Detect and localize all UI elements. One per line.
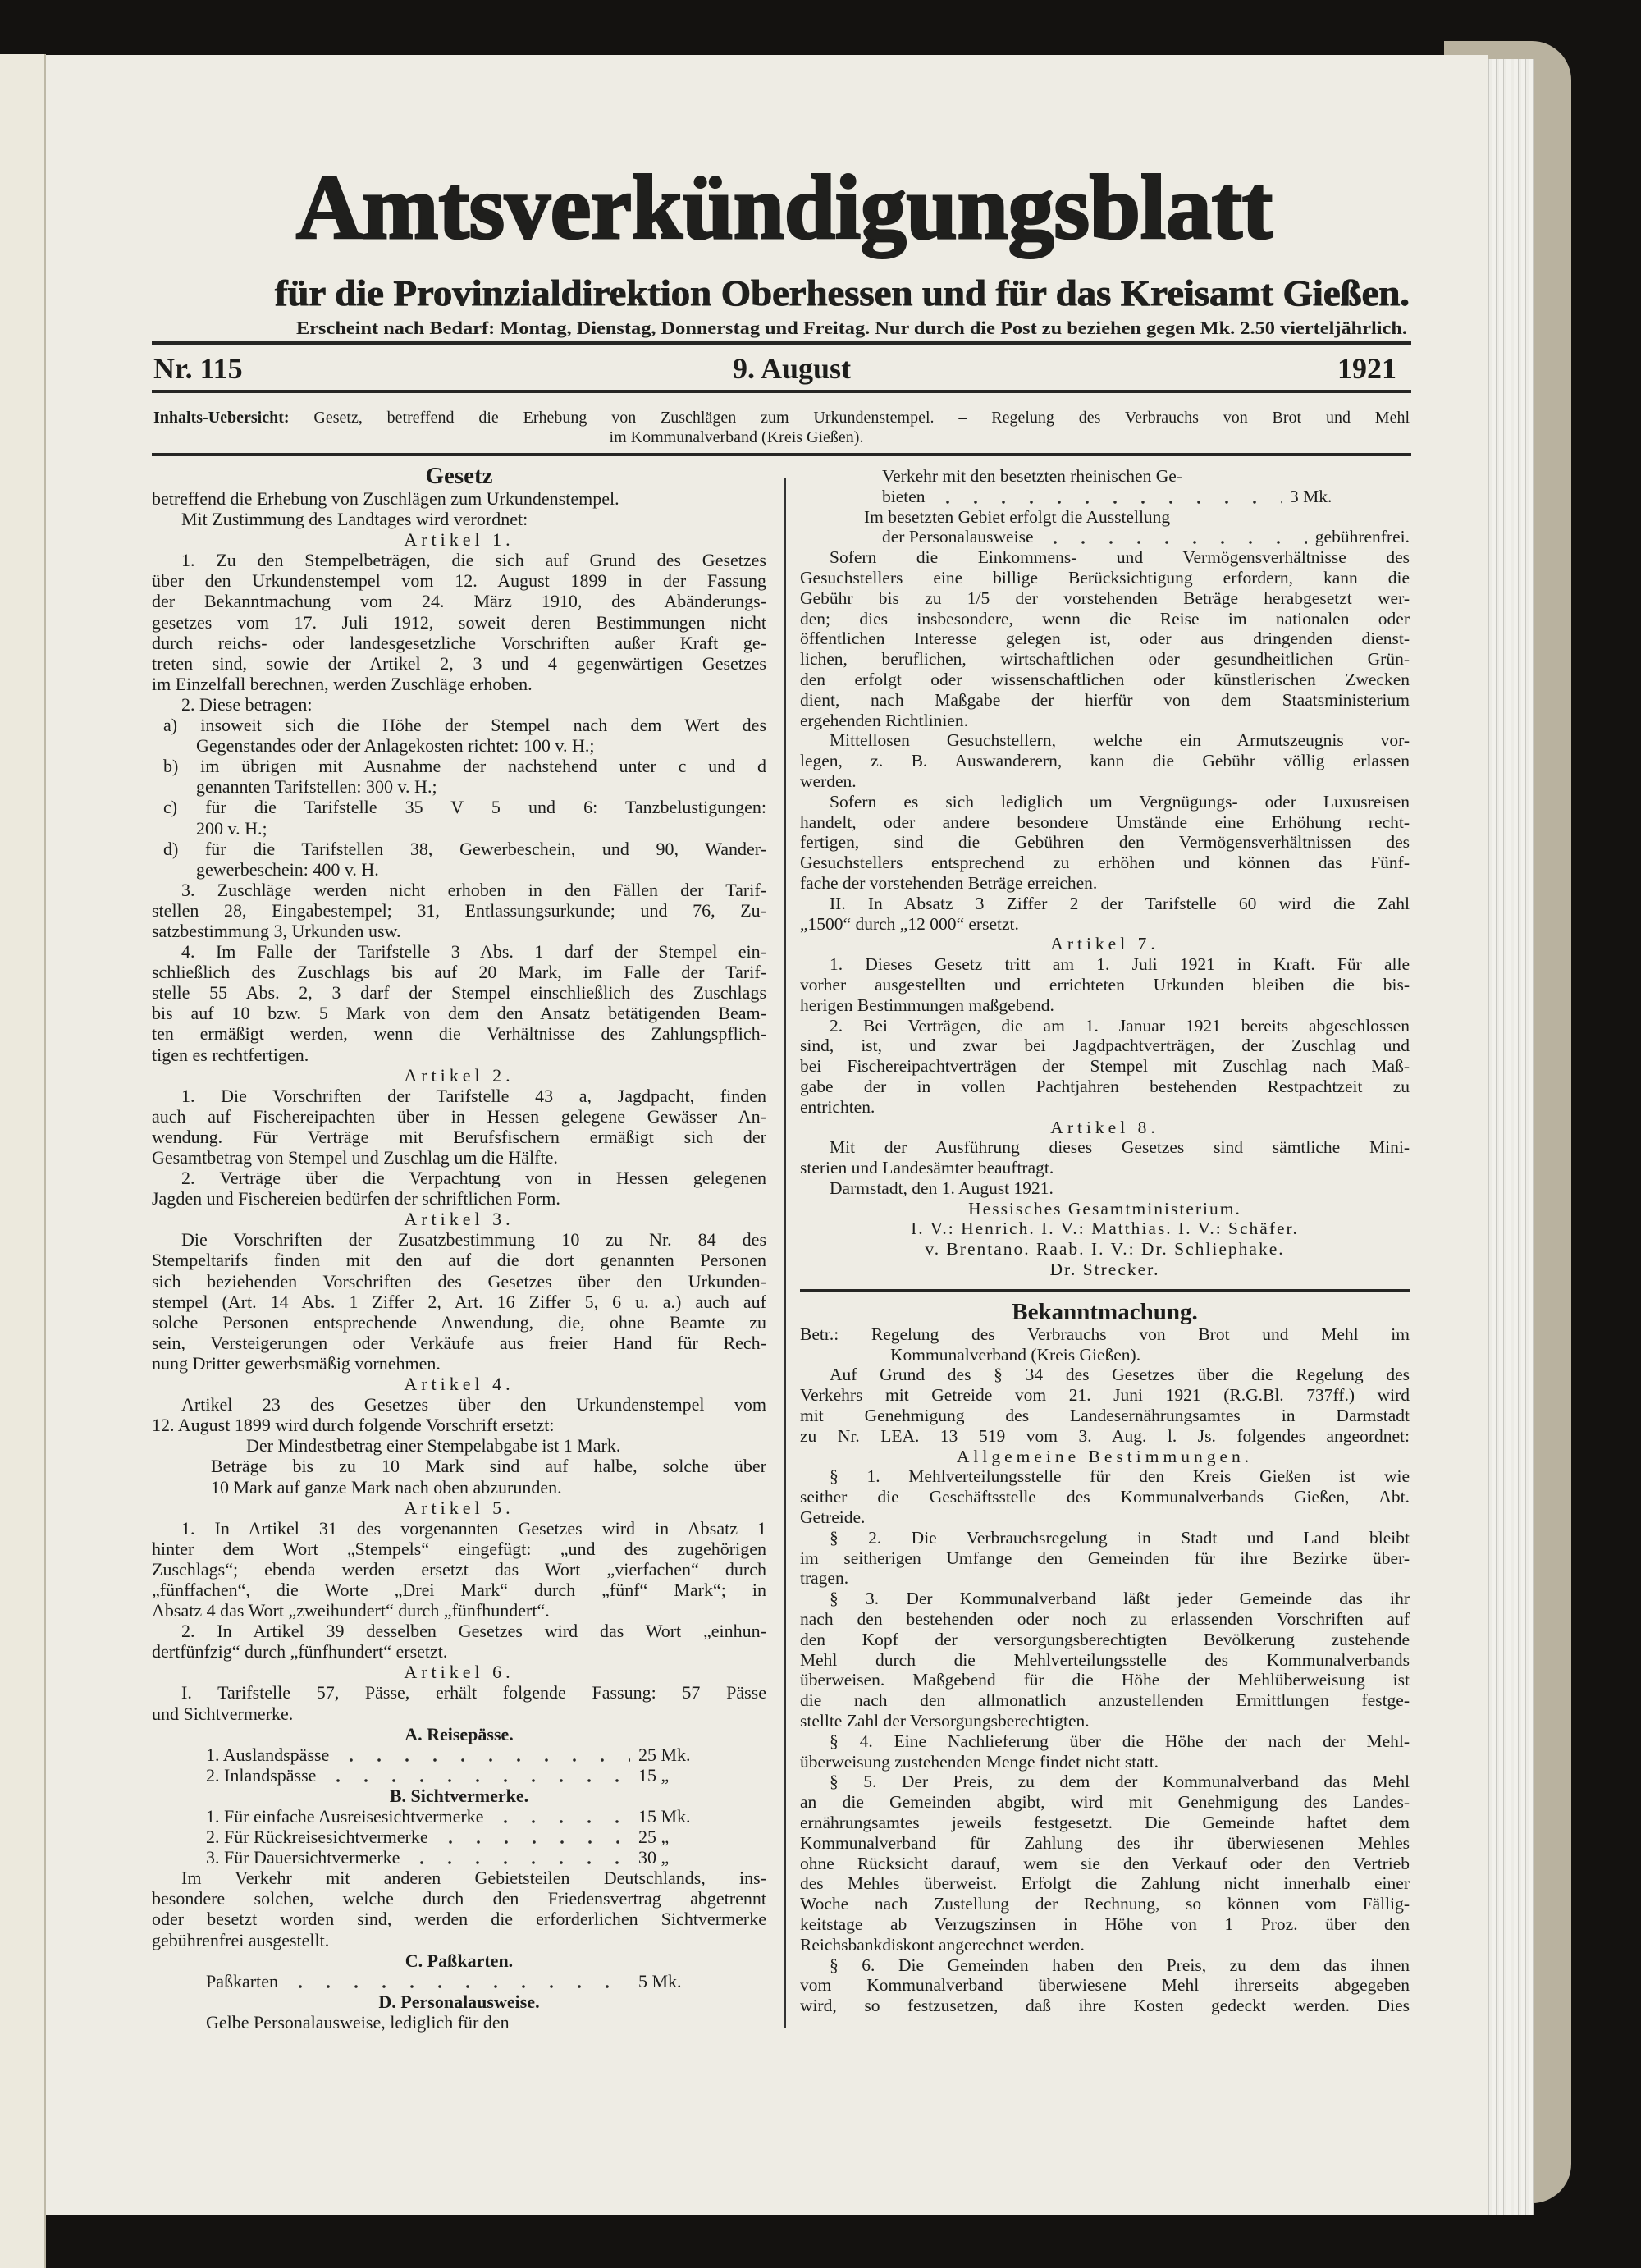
text-line: ohne Rücksicht darauf, wem sie den Verkauf oder den Vertrieb [800, 1853, 1410, 1873]
text-line: wendung. Für Verträge mit Berufsfischern ermäßigt sich der [152, 1126, 766, 1147]
subsection-heading: B. Sichtvermerke. [389, 1785, 529, 1806]
text-line: ernährungsamtes jeweils festgesetzt. Die Gemeinde haftet dem [800, 1813, 1410, 1832]
text-line: Mit der Ausführung dieses Gesetzes sind sämtliche Mini- [830, 1137, 1410, 1158]
text-line: 10 Mark auf ganze Mark nach oben abzurunden. [211, 1476, 562, 1498]
article-heading: Artikel 4. [404, 1374, 514, 1395]
text-line: 4. Im Falle der Tarifstelle 3 Abs. 1 darf der Stempel ein- [181, 941, 766, 963]
fee-row [152, 1827, 766, 1847]
text-line: 2. Bei Verträgen, die am 1. Januar 1921 bereits abgeschlossen [830, 1015, 1410, 1036]
text-line: Kommunalverband für Zahlung des ihr überwiesenen Mehles [800, 1832, 1410, 1853]
text-line: Gesamtbetrag von Stempel und Zuschlag um die Hälfte. [152, 1147, 558, 1168]
text-line: bei Fischereipachtverträgen der Stempel mit Zuschlag nach Maß- [800, 1056, 1410, 1077]
text-line: überweisung zustehenden Menge findet nicht statt. [800, 1751, 1159, 1772]
text-line: Verkehrs mit Getreide vom 21. Juni 1921 (R.G.Bl. 737ff.) wird [800, 1385, 1410, 1406]
subsection-heading: C. Paßkarten. [405, 1950, 514, 1971]
text-line: an die Gemeinden abgibt, wird mit Genehmigung des Landes- [800, 1792, 1410, 1813]
signature-line: Dr. Strecker. [1049, 1260, 1160, 1280]
text-line: 1. Zu den Stempelbeträgen, die sich auf Grund des Gesetzes [181, 550, 766, 571]
text-line: dient, nach Maßgabe der hierfür von dem Staatsministerium [800, 689, 1410, 710]
text-line: oder besetzt worden sind, werden die erforderlichen Sichtvermerke [152, 1909, 766, 1930]
text-line: stellen 28, Eingabestempel; 31, Entlassungsurkunde; und 76, Zu- [152, 899, 766, 921]
text-line: legen, z. B. Auswanderern, kann die Gebühr völlig erlassen [800, 751, 1410, 771]
column-divider [784, 478, 786, 2028]
issue-date: 9. August [733, 352, 852, 385]
subject-line: Betr.: Regelung des Verbrauchs von Brot und Mehl im [800, 1324, 1410, 1344]
text-line: § 6. Die Gemeinden haben den Preis, zu dem das ihnen [830, 1955, 1410, 1975]
text-line: c) für die Tarifstelle 35 V 5 und 6: Tanzbelustigungen: [163, 797, 766, 818]
text-line: d) für die Tarifstellen 38, Gewerbeschein, und 90, Wander- [163, 838, 766, 859]
fee-row [152, 1765, 766, 1786]
text-line: hinter dem Wort „Stempels“ eingefügt: „und des zugehörigen [152, 1538, 766, 1559]
text-line: sterien und Landesämter beauftragt. [800, 1158, 1054, 1178]
text-line: Gegenstandes oder der Anlagekosten richtet: 100 v. H.; [196, 735, 595, 757]
text-line: Gesuchstellers entsprechend zu erhöhen und können das Fünf- [800, 853, 1410, 873]
text-line: Sofern es sich lediglich um Vergnügungs- oder Luxusreisen [830, 791, 1410, 812]
article-heading: Allgemeine Bestimmungen. [956, 1446, 1254, 1466]
fee-label: 2. Inlandspässe [206, 1764, 317, 1786]
text-line: mit Genehmigung des Landesernährungsamtes in Darmstadt [800, 1406, 1410, 1426]
fee-value: 15 Mk. [638, 1806, 691, 1827]
text-line: I. Tarifstelle 57, Pässe, erhält folgende Fassung: 57 Pässe [181, 1682, 766, 1703]
fee-value: 25 Mk. [638, 1744, 691, 1765]
fee-label: 1. Für einfache Ausreisesichtvermerke [206, 1806, 484, 1827]
right-column [800, 466, 1410, 2016]
text-line: 1. Dieses Gesetz tritt am 1. Juli 1921 in Kraft. Für alle [830, 954, 1410, 975]
text-line: 3. Zuschläge werden nicht erhoben in den Fällen der Tarif- [181, 879, 766, 900]
subsection-heading: A. Reisepässe. [405, 1723, 514, 1744]
text-line: überweisen. Maßgebend für die Höhe der Mehlüberweisung ist [800, 1670, 1410, 1690]
text-line: Beträge bis zu 10 Mark sind auf halbe, solche über [211, 1456, 766, 1477]
fee-row [800, 527, 1410, 547]
left-column [152, 463, 766, 2033]
text-line: nach den bestehenden oder noch zu erlassenden Vorschriften auf [800, 1609, 1410, 1630]
text-line: Auf Grund des § 34 des Gesetzes über die Regelung des [830, 1365, 1410, 1385]
fee-row [152, 1971, 766, 1991]
text-line: Darmstadt, den 1. August 1921. [830, 1177, 1054, 1198]
text-line: Gelbe Personalausweise, lediglich für den [206, 2011, 510, 2033]
text-line: § 2. Die Verbrauchsregelung in Stadt und Land bleibt [830, 1527, 1410, 1548]
section-heading: Gesetz [425, 463, 493, 489]
text-line: 2. Diese betragen: [181, 693, 313, 715]
text-line: Mittellosen Gesuchstellern, welche ein Armutszeugnis vor- [830, 730, 1410, 751]
text-line: stellte Zahl der Versorgungsberechtigten. [800, 1711, 1090, 1731]
text-line: § 3. Der Kommunalverband läßt jeder Gemeinde das ihr [830, 1589, 1410, 1609]
text-line: dertfünfzig“ durch „fünfhundert“ ersetzt. [152, 1641, 448, 1662]
table-of-contents [153, 408, 1410, 447]
dot-leader [286, 1971, 630, 1991]
article-heading: Artikel 6. [404, 1662, 514, 1683]
text-line: satzbestimmung 3, Urkunden usw. [152, 920, 401, 941]
text-line: 1. Die Vorschriften der Tarifstelle 43 a, Jagdpacht, finden [181, 1085, 766, 1106]
text-line: seither die Geschäftsstelle des Kommunalverbands Gießen, Abt. [800, 1487, 1410, 1507]
fee-value: 25 „ [638, 1827, 670, 1848]
text-line: Die Vorschriften der Zusatzbestimmung 10 zu Nr. 84 des [181, 1229, 766, 1251]
text-line: entrichten. [800, 1096, 875, 1117]
text-line: sein, Versteigerungen oder Verkäufe aus freier Hand für Rech- [152, 1332, 766, 1353]
text-line: tigen es rechtfertigen. [152, 1044, 309, 1065]
text-line: über den Urkundenstempel vom 12. August 1899 in der Fassung [152, 570, 766, 592]
subject-line: Kommunalverband (Kreis Gießen). [890, 1344, 1141, 1365]
text-line: tragen. [800, 1568, 849, 1589]
fee-value: 5 Mk. [638, 1970, 682, 1991]
dot-leader [491, 1806, 630, 1827]
text-line: betreffend die Erhebung von Zuschlägen zum Urkundenstempel. [152, 488, 619, 509]
signature-line: Hessisches Gesamtministerium. [968, 1198, 1241, 1219]
dot-leader [324, 1765, 630, 1786]
article-heading: Artikel 2. [404, 1064, 514, 1086]
header-rule [152, 390, 1411, 393]
text-line: § 5. Der Preis, zu dem der Kommunalverband das Mehl [830, 1772, 1410, 1792]
text-line: vom Kommunalverband überwiesene Mehl ihrerseits abgegeben [800, 1975, 1410, 1996]
text-line: Reichsbankdiskont angerechnet werden. [800, 1934, 1085, 1955]
text-line: auch auf Fischereipachten über in Hessen gelegene Gewässer An- [152, 1105, 766, 1127]
text-line: § 1. Mehlverteilungsstelle für den Kreis Gießen ist wie [830, 1466, 1410, 1487]
text-line: Absatz 4 das Wort „zweihundert“ durch „fünfhundert“. [152, 1600, 550, 1621]
text-line: stelle 55 Abs. 2, 3 darf der Stempel einschließlich des Zuschlags [152, 982, 766, 1004]
article-heading: Artikel 5. [404, 1497, 514, 1518]
article-heading: Artikel 3. [404, 1209, 514, 1230]
text-line: durch reichs- oder landesgesetzliche Vorschriften außer Kraft ge- [152, 632, 766, 653]
fee-label: bieten [882, 486, 926, 506]
text-line: nung Dritter gewerbsmäßig vornehmen. [152, 1352, 441, 1374]
text-line: lichen, beruflichen, wirtschaftlichen oder gesundheitlichen Grün- [800, 649, 1410, 670]
text-line: II. In Absatz 3 Ziffer 2 der Tarifstelle 60 wird die Zahl [830, 893, 1410, 913]
text-line: ergehenden Richtlinien. [800, 710, 968, 730]
fee-label: der Personalausweise [882, 527, 1034, 547]
text-line: schließlich des Zuschlags bis auf 20 Mark, im Falle der Tarif- [152, 962, 766, 983]
text-line: gabe der in vollen Pachtjahren bestehenden Restpachtzeit zu [800, 1076, 1410, 1096]
text-line: werden. [800, 770, 857, 791]
text-line: fache der vorstehenden Beträge erreichen. [800, 872, 1098, 893]
text-line: 2. Verträge über die Verpachtung von in Hessen gelegenen [181, 1168, 766, 1189]
text-line: Im Verkehr mit anderen Gebietsteilen Deutschlands, ins- [181, 1868, 766, 1889]
text-line: handelt, oder andere besondere Umstände eine Erhöhung recht- [800, 812, 1410, 832]
fee-label: 2. Für Rückreisesichtvermerke [206, 1827, 428, 1848]
text-line: a) insoweit sich die Höhe der Stempel nach dem Wert des [163, 715, 766, 736]
fee-label: 3. Für Dauersichtvermerke [206, 1847, 400, 1868]
fee-value: 30 „ [638, 1847, 670, 1868]
dot-leader [934, 487, 1282, 507]
masthead-title: Amtsverkündigungsblatt [296, 158, 1273, 258]
text-line: Stempeltarifs finden mit den auf die dort genannten Personen [152, 1250, 766, 1271]
article-heading: Artikel 8. [1050, 1117, 1159, 1137]
text-line: sich beziehenden Vorschriften des Gesetzes über den Urkunden- [152, 1270, 766, 1292]
contents-label: Inhalts-Uebersicht: [153, 409, 290, 427]
text-line: 200 v. H.; [196, 817, 267, 839]
text-line: stempel (Art. 14 Abs. 1 Ziffer 2, Art. 16 Ziffer 5, 6 u. a.) auch auf [152, 1291, 766, 1312]
text-line: im Einzelfall berechnen, werden Zuschläge erhoben. [152, 673, 533, 694]
signature-line: v. Brentano. Raab. I. V.: Dr. Schliephake. [925, 1239, 1285, 1260]
masthead-subtitle: für die Provinzialdirektion Oberhessen und für das Kreisamt Gießen. [275, 273, 1410, 313]
text-line: 1. In Artikel 31 des vorgenannten Gesetzes wird in Absatz 1 [181, 1517, 766, 1539]
text-line: keitstage ab Verzugszinsen in Höhe von 1 Proz. über den [800, 1914, 1410, 1934]
fee-row [152, 1847, 766, 1868]
issue-number: Nr. 115 [153, 352, 243, 385]
text-line: Artikel 23 des Gesetzes über den Urkundenstempel vom [181, 1394, 766, 1415]
text-line: Gesuchstellers eine billige Berücksichtigung erfordern, kann die [800, 567, 1410, 588]
text-line: und Sichtvermerke. [152, 1703, 294, 1724]
text-line: treten sind, sowie der Artikel 2, 3 und 4 gegenwärtigen Gesetzes [152, 652, 766, 674]
text-line: vorher ausgestellten und errichteten Urkunden bleiben die bis- [800, 974, 1410, 995]
text-line: besondere solchen, welche durch den Friedensvertrag abgetrennt [152, 1888, 766, 1909]
article-heading: Artikel 1. [404, 529, 514, 551]
text-line: Jagden und Fischereien bedürfen der schriftlichen Form. [152, 1188, 560, 1209]
text-line: die nach den allmonatlich anzustellenden Ermittlungen festge- [800, 1690, 1410, 1711]
text-line: Getreide. [800, 1507, 866, 1528]
fee-label: 1. Auslandspässe [206, 1744, 330, 1765]
header-rule [152, 341, 1411, 345]
contents-text: Gesetz, betreffend die Erhebung von Zuschlägen zum Urkundenstempel. – Regelung des Verbrauchs von Brot und Mehl [313, 409, 1410, 427]
text-line: Verkehr mit den besetzten rheinischen Ge- [882, 466, 1182, 486]
dot-leader [1041, 527, 1306, 547]
fee-row [152, 1744, 766, 1765]
contents-text: im Kommunalverband (Kreis Gießen). [609, 428, 864, 446]
dot-leader [408, 1847, 630, 1868]
fee-row [800, 487, 1410, 507]
text-line: den; dies insbesondere, wenn die Reise im nationalen oder [800, 608, 1410, 629]
text-line: den erfolgt oder wissenschaftlichen oder künstlerischen Zwecken [800, 669, 1410, 689]
text-line: ten ermäßigt werden, wenn die Verhältnisse des Zahlungspflich- [152, 1023, 766, 1045]
text-line: „fünffachen“, die Worte „Drei Mark“ durch „fünf“ Mark“; in [152, 1579, 766, 1600]
text-line: Woche nach Zustellung der Rechnung, so können vom Fällig- [800, 1894, 1410, 1914]
text-line: wird, so festzusetzen, daß ihre Kosten gedeckt werden. Dies [800, 1996, 1410, 2016]
text-line: Mehl durch die Mehlverteilungsstelle des Kommunalverbands [800, 1649, 1410, 1670]
section-rule [800, 1289, 1410, 1292]
text-line: gebührenfrei ausgestellt. [152, 1929, 330, 1950]
text-line: § 4. Eine Nachlieferung über die Höhe der nach der Mehl- [830, 1731, 1410, 1751]
signature-line: I. V.: Henrich. I. V.: Matthias. I. V.: Schäfer. [911, 1219, 1299, 1239]
subsection-heading: D. Personalausweise. [378, 1991, 540, 2012]
section-heading: Bekanntmachung. [1012, 1298, 1198, 1325]
text-line: genannten Tarifstellen: 300 v. H.; [196, 776, 437, 798]
text-line: b) im übrigen mit Ausnahme der nachstehend unter c und d [163, 756, 766, 777]
text-line: zu Nr. LEA. 13 519 vom 3. Aug. l. Js. folgendes angeordnet: [800, 1425, 1410, 1446]
text-line: herigen Bestimmungen maßgebend. [800, 995, 1054, 1015]
text-line: den Kopf der versorgungsberechtigten Bevölkerung zustehende [800, 1629, 1410, 1649]
text-line: „1500“ durch „12 000“ ersetzt. [800, 913, 1019, 934]
text-line: solche Personen entsprechende Anwendung, die, ohne Beamte zu [152, 1311, 766, 1333]
fee-value: 3 Mk. [1290, 486, 1332, 506]
issue-year: 1921 [1337, 352, 1396, 385]
text-line: der Bekanntmachung vom 24. März 1910, des Abänderungs- [152, 591, 766, 612]
article-heading: Artikel 7. [1050, 934, 1159, 954]
text-line: Der Mindestbetrag einer Stempelabgabe ist 1 Mark. [246, 1435, 621, 1456]
text-line: des Mehles überweist. Erfolgt die Zahlung nicht innerhalb einer [800, 1873, 1410, 1894]
text-line: fertigen, sind die Gebühren den Vermögensverhältnissen des [800, 832, 1410, 853]
text-line: 2. In Artikel 39 desselben Gesetzes wird das Wort „einhun- [181, 1621, 766, 1642]
text-line: sind, ist, und zwar bei Jagdpachtverträgen, der Zuschlag und [800, 1036, 1410, 1056]
header-rule [152, 453, 1411, 456]
text-line: gewerbeschein: 400 v. H. [196, 858, 379, 880]
fee-label: Paßkarten [206, 1970, 278, 1991]
fee-value: 15 „ [638, 1764, 670, 1786]
fee-row [152, 1806, 766, 1827]
text-line: Gebühr bis zu 1/5 der vorstehenden Beträge herabgesetzt wer- [800, 588, 1410, 608]
text-line: gesetzes vom 17. Juli 1912, soweit deren Bestimmungen nicht [152, 611, 766, 633]
dot-leader [437, 1827, 630, 1847]
text-line: öffentlichen Interesse gelegen ist, oder aus dringenden dienst- [800, 629, 1410, 649]
text-line: 12. August 1899 wird durch folgende Vorschrift ersetzt: [152, 1415, 555, 1436]
dot-leader [337, 1744, 630, 1765]
text-line: Zuschlags“; ebenda werden ersetzt das Wort „vierfachen“ durch [152, 1558, 766, 1580]
fee-value: gebührenfrei. [1314, 527, 1410, 547]
text-line: Im besetzten Gebiet erfolgt die Ausstellung [864, 506, 1171, 527]
text-line: bis auf 10 bzw. 5 Mark von dem den Ansatz betätigenden Beam- [152, 1003, 766, 1024]
text-line: Mit Zustimmung des Landtages wird verordnet: [181, 509, 528, 530]
text-line: im seitherigen Umfange den Gemeinden für ihre Bezirke über- [800, 1548, 1410, 1568]
text-line: Sofern die Einkommens- und Vermögensverhältnisse des [830, 547, 1410, 568]
publication-note: Erscheint nach Bedarf: Montag, Dienstag, Donnerstag und Freitag. Nur durch die Post zu beziehen gegen Mk. 2.50 vierteljährlich. [296, 318, 1407, 338]
